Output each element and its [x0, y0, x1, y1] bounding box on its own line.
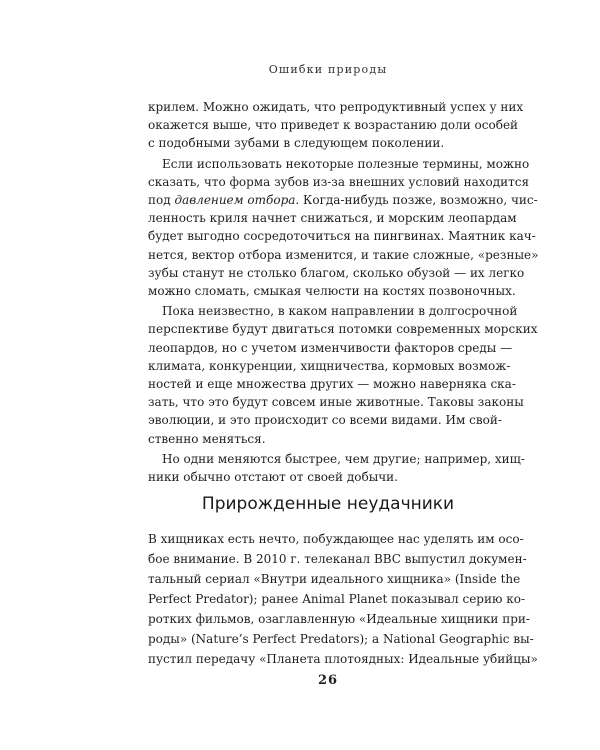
text-line: ленность криля начнет снижаться, и морским леопардам	[148, 211, 517, 225]
text-line: пустил передачу «Планета плотоядных: Идеальные убийцы»	[148, 652, 538, 666]
text-line: зубы станут не столько благом, сколько обузой — их легко	[148, 266, 525, 280]
text-line: ностей и еще множества других — можно наверняка ска-	[148, 377, 516, 391]
text-line: ротких фильмов, озаглавленную «Идеальные хищники при-	[148, 612, 530, 626]
text-run: под	[148, 193, 175, 207]
text-line: ники обычно отстают от своей добычи.	[148, 470, 398, 484]
text-line: бое внимание. В 2010 г. телеканал BBC выпустил докумен-	[148, 552, 527, 566]
text-line: леопардов, но с учетом изменчивости факторов среды —	[148, 341, 513, 355]
text-line: сказать, что форма зубов из-за внешних условий находится	[148, 175, 530, 189]
text-line: тальный сериал «Внутри идеального хищника» (Inside the	[148, 572, 521, 586]
text-line: будет выгодно сосредоточиться на пингвинах. Маятник кач-	[148, 229, 536, 243]
text-line: Пока неизвестно, в каком направлении в долгосрочной	[162, 304, 518, 318]
text-line: нется, вектор отбора изменится, и такие сложные, «резные»	[148, 248, 539, 262]
text-line: В хищниках есть нечто, побуждающее нас уделять им осо-	[148, 532, 524, 546]
text-line: эволюции, и это происходит со всеми видами. Им свой-	[148, 413, 502, 427]
page-number: 26	[317, 673, 339, 688]
text-line: можно сломать, смыкая челюсти на костях позвоночных.	[148, 284, 516, 298]
text-line: роды» (Nature’s Perfect Predators); а National Geographic вы-	[148, 632, 534, 646]
text-line: Perfect Predator); ранее Animal Planet показывал серию ко-	[148, 592, 526, 606]
section-heading: Прирожденные неудачники	[201, 494, 455, 514]
text-line: окажется выше, что приведет к возрастанию доли особей	[148, 118, 519, 132]
text-line: с подобными зубами в следующем поколении.	[148, 136, 445, 150]
text-line: Если использовать некоторые полезные термины, можно	[162, 157, 530, 171]
text-line-with-emphasis	[148, 191, 538, 209]
text-line: Но одни меняются быстрее, чем другие; например, хищ-	[162, 452, 525, 466]
text-line: ственно меняться.	[148, 432, 266, 446]
text-line: зать, что это будут совсем иные животные. Таковы законы	[148, 395, 524, 409]
emphasis-term: давлением отбора	[174, 193, 296, 207]
running-head: Ошибки природы	[268, 63, 388, 76]
text-run: . Когда-нибудь позже, возможно, чис-	[295, 193, 538, 207]
text-line: крилем. Можно ожидать, что репродуктивный успех у них	[148, 100, 524, 114]
text-line: климата, конкуренции, хищничества, кормовых возмож-	[148, 359, 511, 373]
text-line: перспективе будут двигаться потомки современных морских	[148, 322, 538, 336]
